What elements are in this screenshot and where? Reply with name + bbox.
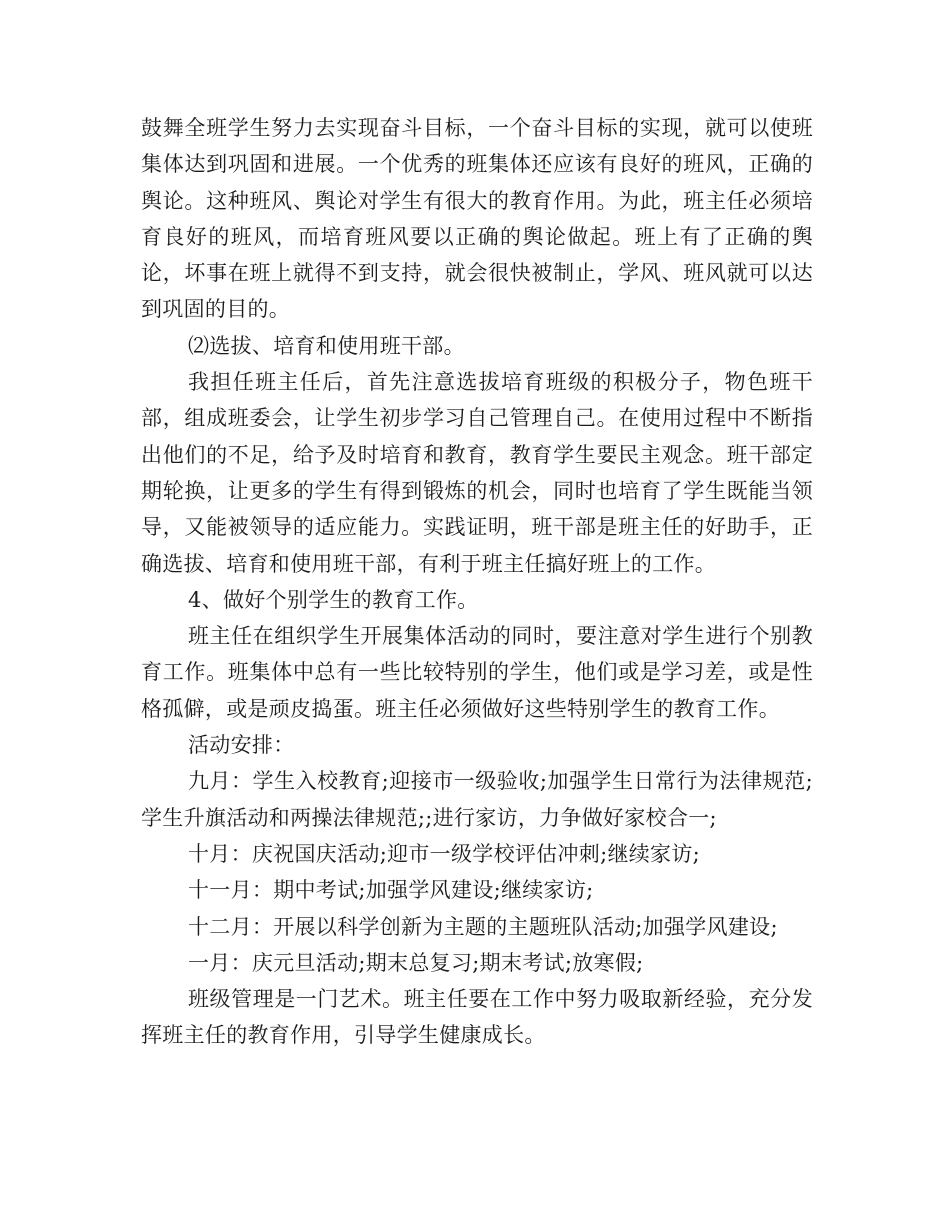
paragraph-class-atmosphere: 鼓舞全班学生努力去实现奋斗目标，一个奋斗目标的实现，就可以使班集体达到巩固和进展。一个优秀的班集体还应该有良好的班风，正确的舆论。这种班风、舆论对学生有很大的教育作用。为此，班主任必须培育良好的班风，而培育班风要以正确的舆论做起。班上有了正确的舆论，坏事在班上就得不到支持，就会很快被制止，学风、班风就可以达到巩固的目的。	[141, 116, 813, 322]
schedule-october: 十月：庆祝国庆活动;迎市一级学校评估冲刺;继续家访;	[188, 841, 701, 866]
document-body	[141, 110, 813, 1054]
schedule-november: 十一月：期中考试;加强学风建设;继续家访;	[188, 878, 594, 903]
heading-activity-schedule: 活动安排：	[188, 733, 295, 758]
heading-individual-education: 4、做好个别学生的教育工作。	[188, 587, 479, 612]
schedule-september: 九月：学生入校教育;迎接市一级验收;加强学生日常行为法律规范;学生升旗活动和两操法律规范;;进行家访，力争做好家校合一;	[141, 769, 813, 830]
paragraph-individual-education: 班主任在组织学生开展集体活动的同时，要注意对学生进行个别教育工作。班集体中总有一些比较特别的学生，他们或是学习差，或是性格孤僻，或是顽皮捣蛋。班主任必须做好这些特别学生的教育工作。	[141, 624, 813, 721]
schedule-december: 十二月：开展以科学创新为主题的主题班队活动;加强学风建设;	[188, 914, 778, 939]
schedule-january: 一月：庆元旦活动;期末总复习;期末考试;放寒假;	[188, 950, 644, 975]
heading-select-cadres: ⑵选拔、培育和使用班干部。	[188, 333, 465, 358]
paragraph-conclusion: 班级管理是一门艺术。班主任要在工作中努力吸取新经验，充分发挥班主任的教育作用，引导学生健康成长。	[141, 987, 813, 1048]
paragraph-class-cadres: 我担任班主任后，首先注意选拔培育班级的积极分子，物色班干部，组成班委会，让学生初步学习自己管理自己。在使用过程中不断指出他们的不足，给予及时培育和教育，教育学生要民主观念。班干部定期轮换，让更多的学生有得到锻炼的机会，同时也培育了学生既能当领导，又能被领导的适应能力。实践证明，班干部是班主任的好助手，正确选拔、培育和使用班干部，有利于班主任搞好班上的工作。	[141, 370, 813, 576]
